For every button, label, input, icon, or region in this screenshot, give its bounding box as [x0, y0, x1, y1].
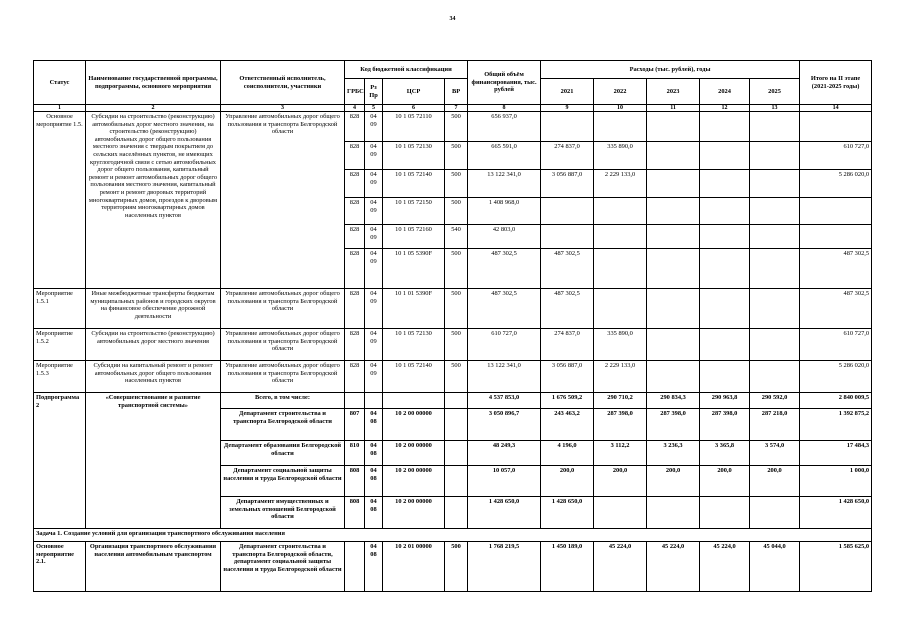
year-cell: [700, 225, 750, 249]
status-cell: Мероприятие 1.5.2: [34, 329, 86, 361]
year-cell: [750, 142, 800, 170]
total-cell: 487 302,5: [468, 289, 541, 329]
year-cell: 45 044,0: [750, 542, 800, 592]
status-cell: Основное мероприятие 1.5.: [34, 112, 86, 289]
year-cell: [750, 198, 800, 225]
executor-cell: Департамент строительства и транспорта Белгородской области: [221, 409, 345, 441]
column-number: 13: [750, 105, 800, 112]
stage-cell: 2 840 009,5: [800, 393, 872, 409]
column-numbers-row: [34, 105, 872, 112]
column-number: 1: [34, 105, 86, 112]
vr-cell: [445, 441, 468, 466]
csr-cell: 10 1 05 72140: [383, 361, 445, 393]
year-cell: [700, 142, 750, 170]
year-cell: [647, 112, 700, 142]
vr-cell: 500: [445, 142, 468, 170]
stage-cell: [800, 112, 872, 142]
status-cell: Мероприятие 1.5.3: [34, 361, 86, 393]
year-cell: 1 450 189,0: [541, 542, 594, 592]
year-cell: [700, 329, 750, 361]
year-cell: [700, 112, 750, 142]
year-cell: 287 398,0: [700, 409, 750, 441]
total-cell: 487 302,5: [468, 249, 541, 289]
header-grbs: ГРБС: [345, 79, 365, 105]
year-cell: 290 592,0: [750, 393, 800, 409]
year-cell: [647, 329, 700, 361]
year-cell: 200,0: [750, 466, 800, 497]
name-cell: Субсидии на капитальный ремонт и ремонт автомобильных дорог общего пользования населенных пунктов: [86, 361, 221, 393]
rzpr-cell: 04 09: [365, 249, 383, 289]
vr-cell: 500: [445, 329, 468, 361]
header-executor: Ответственный исполнитель, соисполнители, участники: [221, 61, 345, 105]
year-cell: 335 890,0: [594, 142, 647, 170]
year-cell: [647, 225, 700, 249]
stage-cell: 487 302,5: [800, 289, 872, 329]
executor-cell: Управление автомобильных дорог общего пользования и транспорта Белгородской области: [221, 361, 345, 393]
total-cell: 42 803,0: [468, 225, 541, 249]
grbs-cell: 807: [345, 409, 365, 441]
total-cell: 1 428 650,0: [468, 497, 541, 529]
rzpr-cell: 04 09: [365, 112, 383, 142]
csr-cell: 10 1 05 72130: [383, 329, 445, 361]
status-cell: Подпрограмма 2: [34, 393, 86, 529]
stage-cell: 610 727,0: [800, 142, 872, 170]
grbs-cell: 828: [345, 249, 365, 289]
executor-cell: Управление автомобильных дорог общего пользования и транспорта Белгородской области: [221, 329, 345, 361]
rzpr-cell: 04 08: [365, 542, 383, 592]
column-number: 10: [594, 105, 647, 112]
header-budget-class: Код бюджетной классификации: [345, 61, 468, 79]
stage-cell: 487 302,5: [800, 249, 872, 289]
stage-cell: 5 286 020,0: [800, 170, 872, 198]
year-cell: [750, 289, 800, 329]
csr-cell: 10 1 05 72160: [383, 225, 445, 249]
csr-cell: 10 1 05 5390F: [383, 249, 445, 289]
year-cell: [541, 225, 594, 249]
vr-cell: [445, 409, 468, 441]
year-cell: [594, 225, 647, 249]
csr-cell: 10 1 05 72140: [383, 170, 445, 198]
csr-cell: 10 2 00 00000: [383, 441, 445, 466]
total-cell: 656 937,0: [468, 112, 541, 142]
column-number: 4: [345, 105, 365, 112]
stage-cell: 1 392 875,2: [800, 409, 872, 441]
year-cell: [594, 198, 647, 225]
grbs-cell: [345, 542, 365, 592]
stage-cell: 1 000,0: [800, 466, 872, 497]
total-cell: 13 122 341,0: [468, 170, 541, 198]
year-cell: [700, 170, 750, 198]
rzpr-cell: 04 08: [365, 409, 383, 441]
year-cell: [594, 112, 647, 142]
year-cell: [750, 361, 800, 393]
grbs-cell: 828: [345, 289, 365, 329]
column-number: 8: [468, 105, 541, 112]
year-cell: [750, 497, 800, 529]
year-cell: [750, 170, 800, 198]
csr-cell: 10 2 00 00000: [383, 466, 445, 497]
year-cell: 1 676 509,2: [541, 393, 594, 409]
executor-cell: Департамент образования Белгородской области: [221, 441, 345, 466]
column-number: 9: [541, 105, 594, 112]
total-cell: 665 591,0: [468, 142, 541, 170]
page-number: 34: [449, 16, 456, 22]
table-row: [34, 393, 872, 409]
vr-cell: [445, 466, 468, 497]
year-cell: 487 302,5: [541, 289, 594, 329]
year-cell: 200,0: [594, 466, 647, 497]
status-cell: Мероприятие 1.5.1: [34, 289, 86, 329]
csr-cell: 10 1 01 5390F: [383, 289, 445, 329]
grbs-cell: 828: [345, 329, 365, 361]
vr-cell: 500: [445, 198, 468, 225]
year-cell: [541, 198, 594, 225]
table-row: [34, 361, 872, 393]
column-number: 6: [383, 105, 445, 112]
vr-cell: [445, 497, 468, 529]
grbs-cell: 828: [345, 361, 365, 393]
year-cell: 287 218,0: [750, 409, 800, 441]
executor-cell: Департамент имущественных и земельных отношений Белгородской области: [221, 497, 345, 529]
column-number: 11: [647, 105, 700, 112]
year-cell: [750, 112, 800, 142]
rzpr-cell: 04 08: [365, 466, 383, 497]
year-cell: [647, 170, 700, 198]
header-program-name: Наименование государственной программы, подпрограммы, основного мероприятия: [86, 61, 221, 105]
year-cell: [647, 249, 700, 289]
name-cell: Субсидии на строительство (реконструкцию) автомобильных дорог местного значения, на строительство (реконструкцию) автомобильных дорог общего пользования местного значения с твердым покрытием до сельских населённых пунктов, не имеющих круглогодичной связи с сетью автомобильных дорог общего пользования, капитальный ремонт и ремонт автомобильных дорог общего пользования местного значения, капитальный ремонт и ремонт дворовых территорий многоквартирных домов, проездов к дворовым территориям многоквартирных домов населенных пунктов: [86, 112, 221, 289]
status-cell: Основное мероприятие 2.1.: [34, 542, 86, 592]
csr-cell: 10 1 05 72110: [383, 112, 445, 142]
csr-cell: 10 2 00 00000: [383, 409, 445, 441]
stage-cell: [800, 225, 872, 249]
vr-cell: 500: [445, 289, 468, 329]
rzpr-cell: 04 09: [365, 170, 383, 198]
name-cell: «Совершенствование и развитие транспортной системы»: [86, 393, 221, 529]
grbs-cell: 828: [345, 142, 365, 170]
year-cell: 3 236,3: [647, 441, 700, 466]
year-cell: 274 837,0: [541, 142, 594, 170]
header-year: 2021: [541, 79, 594, 105]
vr-cell: 500: [445, 249, 468, 289]
executor-cell: Департамент строительства и транспорта Белгородской области, департамент социальной защиты населения и труда Белгородской области: [221, 542, 345, 592]
vr-cell: 500: [445, 112, 468, 142]
subprogram-2: [34, 393, 872, 529]
year-cell: 4 196,0: [541, 441, 594, 466]
year-cell: [750, 329, 800, 361]
table-row: [34, 289, 872, 329]
year-cell: [594, 289, 647, 329]
year-cell: 45 224,0: [700, 542, 750, 592]
stage-cell: 1 585 625,0: [800, 542, 872, 592]
year-cell: 2 229 133,0: [594, 361, 647, 393]
vr-cell: 500: [445, 361, 468, 393]
year-cell: [700, 361, 750, 393]
total-cell: 4 537 853,0: [468, 393, 541, 409]
total-cell: 610 727,0: [468, 329, 541, 361]
executor-cell: Управление автомобильных дорог общего пользования и транспорта Белгородской области: [221, 112, 345, 289]
year-cell: 243 463,2: [541, 409, 594, 441]
header-vr: ВР: [445, 79, 468, 105]
name-cell: Иные межбюджетные трансферты бюджетам муниципальных районов и городских округов на финансовое обеспечение дорожной деятельности: [86, 289, 221, 329]
column-number: 7: [445, 105, 468, 112]
year-cell: [594, 497, 647, 529]
header-rzpr: Рз Пр: [365, 79, 383, 105]
year-cell: [647, 497, 700, 529]
header-year: 2025: [750, 79, 800, 105]
header-status: Статус: [34, 61, 86, 105]
executor-cell: Управление автомобильных дорог общего пользования и транспорта Белгородской области: [221, 289, 345, 329]
stage-cell: [800, 198, 872, 225]
stage-cell: 1 428 650,0: [800, 497, 872, 529]
column-number: 5: [365, 105, 383, 112]
stage-cell: 610 727,0: [800, 329, 872, 361]
year-cell: 487 302,5: [541, 249, 594, 289]
year-cell: [700, 249, 750, 289]
year-cell: [750, 225, 800, 249]
grbs-cell: 808: [345, 466, 365, 497]
rzpr-cell: 04 09: [365, 142, 383, 170]
year-cell: [647, 361, 700, 393]
grbs-cell: 828: [345, 198, 365, 225]
csr-cell: 10 2 01 00000: [383, 542, 445, 592]
vr-cell: 540: [445, 225, 468, 249]
year-cell: 287 398,0: [594, 409, 647, 441]
year-cell: 3 574,0: [750, 441, 800, 466]
grbs-cell: 810: [345, 441, 365, 466]
total-cell: 48 249,3: [468, 441, 541, 466]
header-total-financing: Общий объём финансирования, тыс. рублей: [468, 61, 541, 105]
total-cell: 1 768 219,5: [468, 542, 541, 592]
year-cell: 335 890,0: [594, 329, 647, 361]
rzpr-cell: 04 09: [365, 329, 383, 361]
rzpr-cell: 04 09: [365, 198, 383, 225]
year-cell: 3 056 887,0: [541, 170, 594, 198]
total-cell: 1 408 968,0: [468, 198, 541, 225]
year-cell: 200,0: [541, 466, 594, 497]
year-cell: 3 112,2: [594, 441, 647, 466]
column-number: 3: [221, 105, 345, 112]
year-cell: 274 837,0: [541, 329, 594, 361]
column-number: 14: [800, 105, 872, 112]
table-row: [34, 529, 872, 542]
table-row: [34, 542, 872, 592]
header-total-stage: Итого на II этапе (2021-2025 годы): [800, 61, 872, 105]
rzpr-cell: 04 09: [365, 225, 383, 249]
year-cell: [700, 198, 750, 225]
table-row: [34, 112, 872, 142]
task-1: [34, 529, 872, 592]
year-cell: [750, 249, 800, 289]
year-cell: 200,0: [700, 466, 750, 497]
table-row: [34, 329, 872, 361]
year-cell: 290 963,8: [700, 393, 750, 409]
year-cell: [647, 289, 700, 329]
task-title: Задача 1. Создание условий для организации транспортного обслуживания населения: [34, 529, 872, 542]
rzpr-cell: 04 08: [365, 497, 383, 529]
year-cell: 45 224,0: [594, 542, 647, 592]
year-cell: 200,0: [647, 466, 700, 497]
year-cell: [647, 142, 700, 170]
budget-table: [33, 60, 872, 592]
year-cell: 2 229 133,0: [594, 170, 647, 198]
grbs-cell: 828: [345, 170, 365, 198]
csr-cell: 10 1 05 72130: [383, 142, 445, 170]
name-cell: Организация транспортного обслуживания населения автомобильным транспортом: [86, 542, 221, 592]
stage-cell: 5 286 020,0: [800, 361, 872, 393]
grbs-cell: 828: [345, 112, 365, 142]
total-cell: 3 050 896,7: [468, 409, 541, 441]
header-csr: ЦСР: [383, 79, 445, 105]
csr-cell: 10 1 05 72150: [383, 198, 445, 225]
year-cell: 287 398,0: [647, 409, 700, 441]
year-cell: [541, 112, 594, 142]
year-cell: 3 365,8: [700, 441, 750, 466]
vr-cell: 500: [445, 542, 468, 592]
column-number: 12: [700, 105, 750, 112]
column-number: 2: [86, 105, 221, 112]
grbs-cell: 808: [345, 497, 365, 529]
year-cell: 3 056 887,0: [541, 361, 594, 393]
measure-1-5: [34, 112, 872, 289]
header-expenses: Расходы (тыс. рублей), годы: [541, 61, 800, 79]
name-cell: Субсидии на строительство (реконструкцию) автомобильных дорог местного значения: [86, 329, 221, 361]
csr-cell: 10 2 00 00000: [383, 497, 445, 529]
grbs-cell: 828: [345, 225, 365, 249]
executor-cell: Департамент социальной защиты населения и труда Белгородской области: [221, 466, 345, 497]
year-cell: [700, 289, 750, 329]
stage-cell: 17 484,3: [800, 441, 872, 466]
year-cell: 45 224,0: [647, 542, 700, 592]
rzpr-cell: 04 09: [365, 289, 383, 329]
rzpr-cell: 04 08: [365, 441, 383, 466]
header-year: 2023: [647, 79, 700, 105]
year-cell: 1 428 650,0: [541, 497, 594, 529]
table-header: [34, 61, 872, 112]
year-cell: 290 710,2: [594, 393, 647, 409]
total-cell: 10 057,0: [468, 466, 541, 497]
total-label-cell: Всего, в том числе:: [221, 393, 345, 409]
header-year: 2024: [700, 79, 750, 105]
header-year: 2022: [594, 79, 647, 105]
year-cell: [700, 497, 750, 529]
total-cell: 13 122 341,0: [468, 361, 541, 393]
year-cell: 290 834,3: [647, 393, 700, 409]
year-cell: [594, 249, 647, 289]
vr-cell: 500: [445, 170, 468, 198]
year-cell: [647, 198, 700, 225]
sub-measures: [34, 289, 872, 393]
rzpr-cell: 04 09: [365, 361, 383, 393]
